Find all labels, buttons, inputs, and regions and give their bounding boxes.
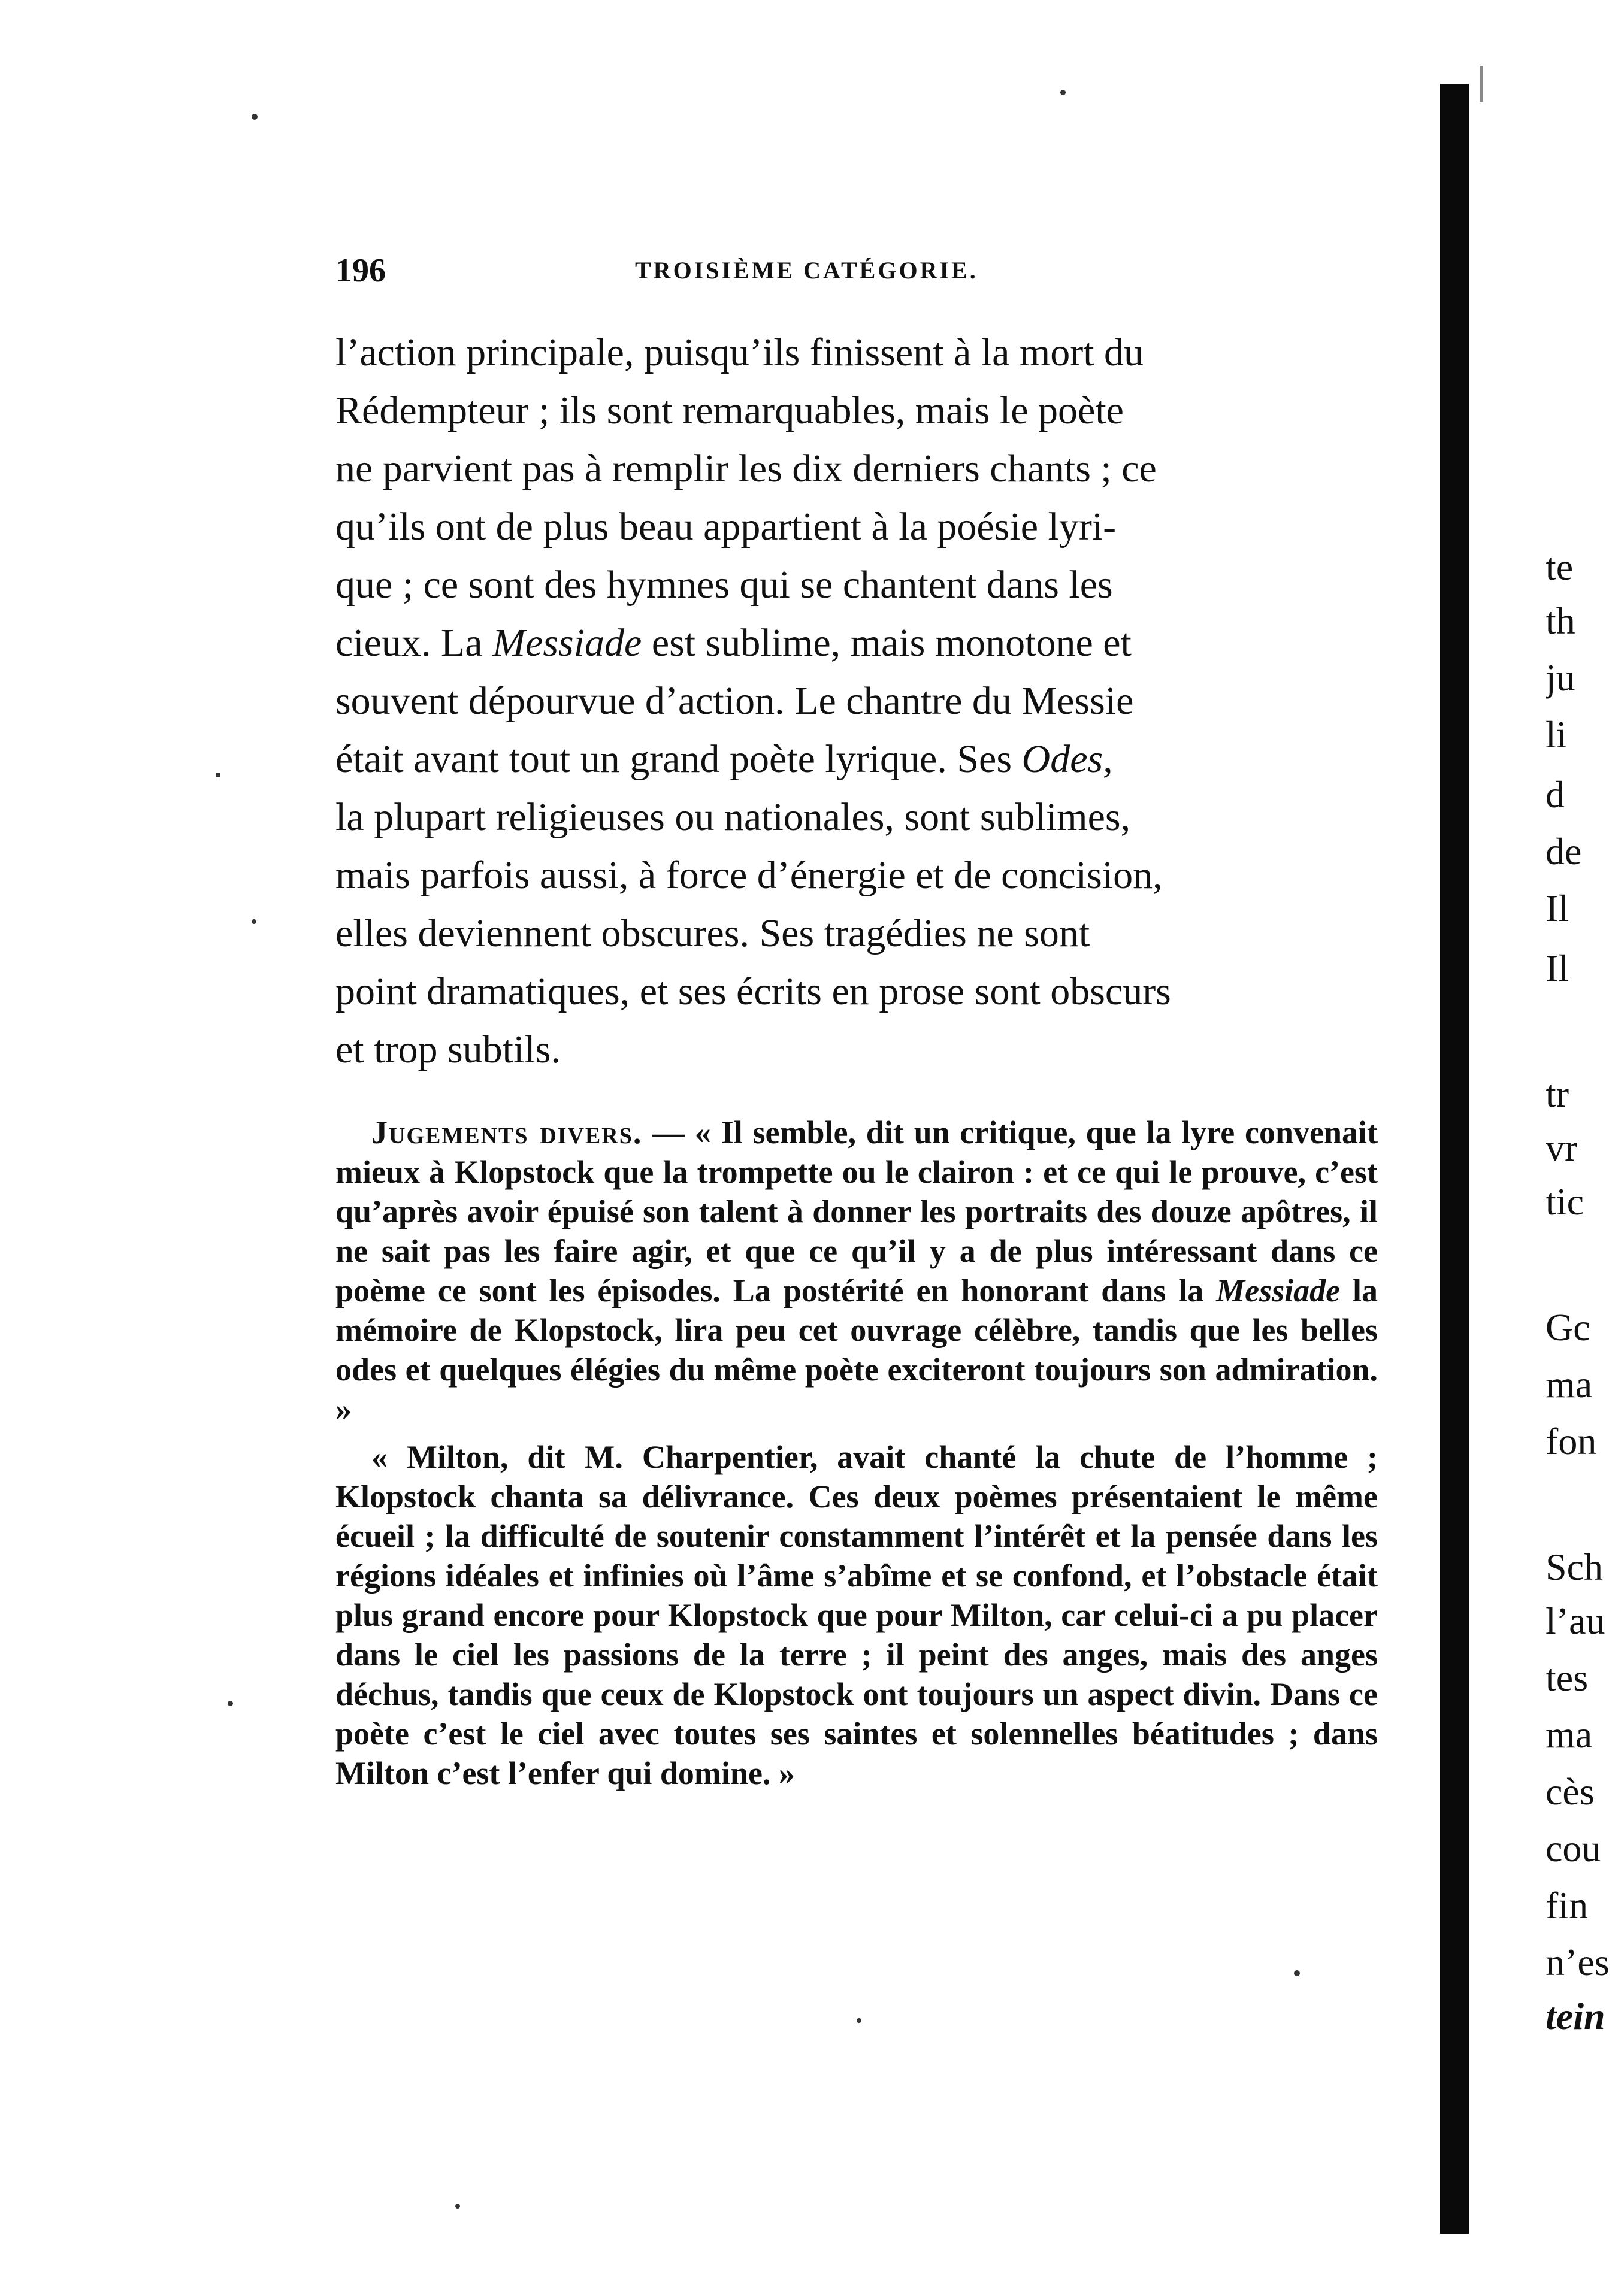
adjacent-page-fragment: Il: [1546, 947, 1569, 989]
adjacent-page-fragment: tes: [1546, 1656, 1589, 1699]
scan-speck: [1294, 1970, 1300, 1976]
adjacent-page-edge: [1546, 0, 1615, 2296]
main-line: l’action principale, puisqu’ils finissent à la mort du: [335, 331, 1144, 374]
main-text-fragment: était avant tout un grand poète lyrique. Ses: [335, 737, 1022, 781]
notes-heading: Jugements divers.: [371, 1114, 643, 1150]
adjacent-page-fragment: de: [1546, 830, 1582, 873]
running-head: TROISIÈME CATÉGORIE.: [635, 257, 978, 284]
adjacent-page-fragment: tr: [1546, 1073, 1569, 1115]
main-line: et trop subtils.: [335, 1028, 561, 1071]
work-title-messiade: Messiade: [1216, 1273, 1341, 1308]
adjacent-page-fragment: li: [1546, 713, 1567, 756]
main-line: Rédempteur ; ils sont remarquables, mais le poète: [335, 389, 1124, 432]
adjacent-page-fragment: te: [1546, 546, 1574, 588]
note-paragraph: « Milton, dit M. Charpentier, avait chanté la chute de l’homme ; Klopstock chanta sa délivrance. Ces deux poèmes présentaient le même écueil ; la difficulté de soutenir constamment l’intérêt et la pensée dans les régions idéales et infinies où l’âme s’abîme et se confond, et l’obstacle était plus grand encore pour Klopstock que pour Milton, car celui-ci a pu placer dans le ciel les passions de la terre ; il peint des anges, mais des anges déchus, tandis que ceux de Klopstock ont toujours un aspect divin. Dans ce poète c’est le ciel avec toutes ses saintes et solennelles béatitudes ; dans Milton c’est l’enfer qui domine. »: [335, 1439, 1378, 1791]
main-line: [335, 614, 1378, 672]
main-text-fragment: est sublime, mais monotone et: [642, 621, 1132, 665]
adjacent-page-fragment: n’es: [1546, 1941, 1610, 1983]
notes-block: [335, 1113, 1378, 1801]
adjacent-page-fragment: Il: [1546, 887, 1569, 929]
adjacent-page-fragment: ju: [1546, 656, 1575, 699]
adjacent-page-fragment: ma: [1546, 1363, 1593, 1406]
adjacent-page-fragment: th: [1546, 599, 1575, 642]
adjacent-page-fragment: d: [1546, 773, 1565, 816]
scan-speck: [216, 773, 220, 777]
adjacent-page-fragment: fin: [1546, 1884, 1589, 1927]
main-line: souvent dépourvue d’action. Le chantre du Messie: [335, 679, 1134, 723]
main-line: elles deviennent obscures. Ses tragédies ne sont: [335, 911, 1090, 955]
scan-speck: [1060, 90, 1066, 95]
main-text-fragment: cieux. La: [335, 621, 493, 665]
scan-speck: [857, 2018, 861, 2023]
adjacent-page-fragment: tic: [1546, 1180, 1584, 1223]
binding-shadow: [1440, 84, 1469, 2234]
main-line: point dramatiques, et ses écrits en prose sont obscurs: [335, 970, 1171, 1013]
adjacent-page-fragment: Sch: [1546, 1546, 1603, 1588]
main-text-block: [335, 323, 1378, 1079]
adjacent-page-fragment: l’au: [1546, 1600, 1605, 1642]
main-line: mais parfois aussi, à force d’énergie et de concision,: [335, 853, 1163, 897]
note-paragraph: [335, 1113, 1378, 1429]
adjacent-page-fragment: vr: [1546, 1126, 1578, 1169]
main-line: qu’ils ont de plus beau appartient à la poésie lyri-: [335, 505, 1117, 549]
adjacent-page-fragment: cès: [1546, 1770, 1595, 1813]
scan-speck: [252, 114, 258, 120]
adjacent-page-fragment: fon: [1546, 1420, 1597, 1462]
adjacent-page-fragment: tein: [1546, 1995, 1605, 2037]
scan-speck: [228, 1701, 233, 1706]
work-title-odes: Odes,: [1021, 737, 1113, 781]
work-title-messiade: Messiade: [492, 621, 642, 665]
main-line: ne parvient pas à remplir les dix derniers chants ; ce: [335, 447, 1157, 490]
scan-speck: [252, 919, 256, 924]
main-line: [335, 730, 1378, 788]
main-line: la plupart religieuses ou nationales, sont sublimes,: [335, 795, 1131, 839]
adjacent-page-fragment: Gc: [1546, 1306, 1590, 1349]
page-number: 196: [335, 252, 386, 289]
note-text: — « Il semble, dit un critique, que la lyre convenait mieux à Klopstock que la trompette ou le clairon : et ce qui le prouve, c’est qu’après avoir épuisé son talent à donner les portraits des douze apôtres, il ne sait pas les faire agir, et que ce qu’il y a de plus intéressant dans ce poème ce sont les épisodes. La postérité en honorant dans la: [335, 1114, 1378, 1308]
main-line: que ; ce sont des hymnes qui se chantent dans les: [335, 563, 1113, 607]
note-text: la mémoire de Klopstock, lira peu cet ouvrage célèbre, tandis que les belles odes et quelques élégies du même poète exciteront toujours son admiration. »: [335, 1273, 1378, 1427]
binding-mark: [1480, 66, 1483, 102]
adjacent-page-fragment: cou: [1546, 1827, 1601, 1870]
scan-speck: [455, 2204, 460, 2209]
page-header: [335, 252, 1378, 293]
adjacent-page-fragment: ma: [1546, 1713, 1593, 1756]
